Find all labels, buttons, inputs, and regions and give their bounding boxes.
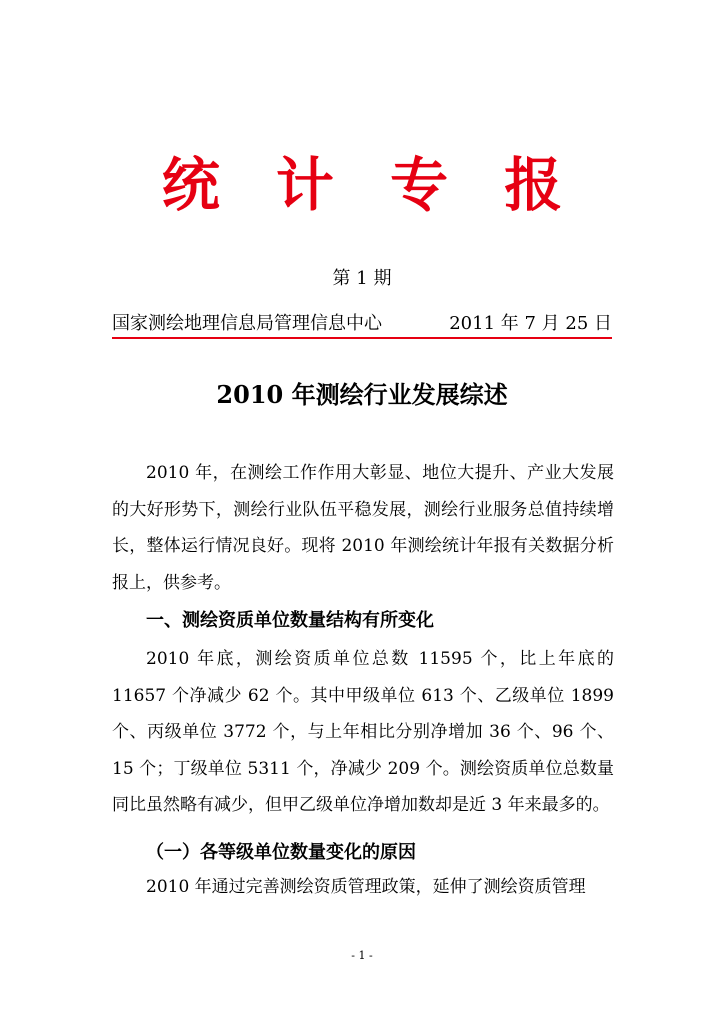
document-title: 2010 年测绘行业发展综述: [216, 380, 508, 409]
red-divider: [112, 337, 612, 339]
section-heading: 一、测绘资质单位数量结构有所变化: [146, 610, 434, 631]
masthead: [112, 310, 612, 338]
section-paragraph: 2010 年底，测绘资质单位总数 11595 个，比上年底的 11657 个净减少 62 个。其中甲级单位 613 个、乙级单位 1899 个、丙级单位 3772 个，与上年相比分别净增加 36 个、96 个、15 个；丁级单位 5311 个，净减少 209 个。测绘资质单位总数量同比虽然略有减少，但甲乙级单位净增加数却是近 3 年来最多的。: [112, 649, 614, 815]
intro-paragraph: 2010 年，在测绘工作作用大彰显、地位大提升、产业大发展的大好形势下，测绘行业队伍平稳发展，测绘行业服务总值持续增长，整体运行情况良好。现将 2010 年测绘统计年报有关数据分析报上，供参考。: [112, 463, 614, 593]
issuer-name: 国家测绘地理信息局管理信息中心: [112, 313, 382, 334]
subsection-heading: （一）各等级单位数量变化的原因: [146, 842, 416, 863]
issue-date: 2011 年 7 月 25 日: [449, 313, 612, 334]
issue-number: 第 1 期: [332, 268, 392, 289]
subsection-paragraph: 2010 年通过完善测绘资质管理政策，延伸了测绘资质管理: [146, 877, 586, 897]
page-number: - 1 -: [351, 949, 373, 962]
report-title: 统 计 专 报: [161, 151, 581, 219]
